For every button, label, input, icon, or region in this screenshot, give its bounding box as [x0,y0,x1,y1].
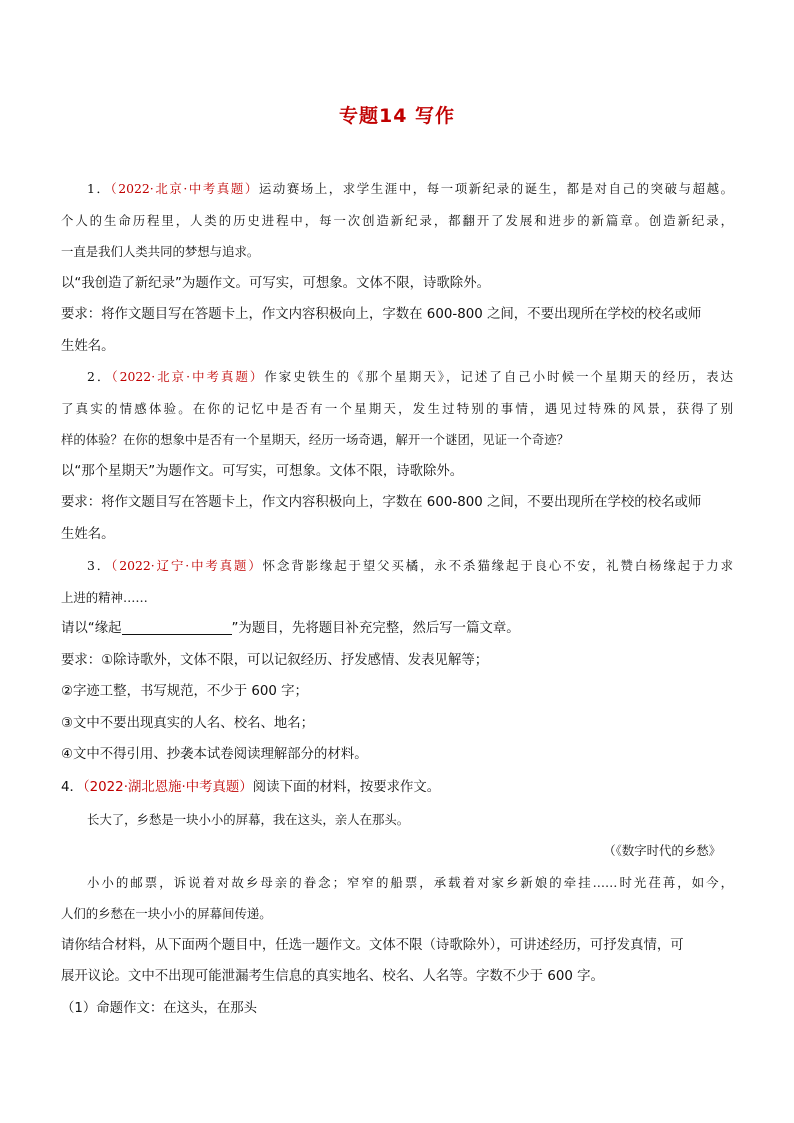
q2-prompt: 以“那个星期天”为题作文。可写实，可想象。文体不限，诗歌除外。 [61,463,464,479]
q3-line-1 [61,550,733,582]
q3-prompt [61,613,733,645]
q2-line-3: 样的体验？在你的想象中是否有一个星期天，经历一场奇遇，解开一个谜团，见证一个奇迹？ [61,432,570,447]
q2-source: （2022·北京·中考真题） [111,369,265,384]
q1-line-2: 个人的生命历程里，人类的历史进程中，每一次创造新纪录，都翻开了发展和进步的新篇章。创造新纪录， [61,212,733,228]
q3-text-1: 怀念背影缘起于望父买橘，永不杀猫缘起于良心不安，礼赞白杨缘起于力求 [262,558,733,573]
q2-line-2: 了真实的情感体验。在你的记忆中是否有一个星期天，发生过特别的事情，遇见过特殊的风景，获得了别 [61,400,733,416]
q3-requirement-2: ②字迹工整，书写规范，不少于 600 字； [61,684,308,699]
q4-requirement-1: 请你结合材料，从下面两个题目中，任选一题作文。文体不限（诗歌除外），可讲述经历，可抒发真情，可 [61,937,684,953]
q4-material-1: 小小的邮票，诉说着对故乡母亲的眷念；窄窄的船票，承载着对家乡新娘的牵挂……时光荏苒，如今， [87,874,733,890]
q1-requirement-2: 生姓名。 [61,338,115,354]
q2-requirement-2: 生姓名。 [61,526,115,542]
question-1 [61,173,733,362]
q4-line-1 [61,772,733,804]
question-3 [61,550,733,771]
q3-prompt-post: ”为题目，先将题目补充完整，然后写一篇文章。 [231,621,520,636]
q2-requirement-1: 要求：将作文题目写在答题卡上，作文内容积极向上，字数在 600-800 之间，不要出现所在学校的校名或师 [61,495,702,510]
question-4 [61,772,733,1024]
q4-requirement-2: 展开议论。文中不出现可能泄漏考生信息的真实地名、校名、人名等。字数不少于 600 字。 [61,969,604,984]
q3-requirement-1: 要求：①除诗歌外，文体不限，可以记叙经历、抒发感情、发表见解等； [61,652,489,668]
q4-number: 4． [61,780,83,795]
q3-title-blank [122,620,232,635]
q2-number: 2． [87,369,112,384]
q3-prompt-pre: 请以“缘起 [61,621,122,636]
q3-source: （2022·辽宁·中考真题） [111,558,263,573]
q3-number: 3． [87,558,112,573]
q4-quote-source: （《数字时代的乡愁》 [603,843,721,858]
q1-line-1 [61,173,733,205]
q2-line-1 [61,361,733,393]
q4-option-1: （1）命题作文：在这头，在那头 [61,1000,257,1016]
page-title: 专题14 写作 [338,105,456,127]
q4-quote: 长大了，乡愁是一块小小的屏幕，我在这头，亲人在那头。 [87,811,410,827]
q2-text-1: 作家史铁生的《那个星期天》，记述了自己小时候一个星期天的经历，表达 [264,369,733,384]
q1-source: （2022·北京·中考真题） [110,181,259,196]
q4-source: （2022·湖北恩施·中考真题） [82,780,253,795]
q3-requirement-4: ④文中不得引用、抄袭本试卷阅读理解部分的材料。 [61,747,368,762]
q1-text-1: 运动赛场上，求学生涯中，每一项新纪录的诞生，都是对自己的突破与超越。 [258,181,733,196]
q3-line-2: 上进的精神…… [61,589,148,605]
q4-intro: 阅读下面的材料，按要求作文。 [252,780,441,795]
q1-line-3: 一直是我们人类共同的梦想与追求。 [61,244,260,259]
q1-number: 1． [87,181,111,196]
q1-requirement-1: 要求：将作文题目写在答题卡上，作文内容积极向上，字数在 600-800 之间，不要出现所在学校的校名或师 [61,307,702,322]
question-2 [61,361,733,550]
q4-material-2: 人们的乡愁在一块小小的屏幕间传递。 [61,906,272,921]
q3-requirement-3: ③文中不要出现真实的人名、校名、地名； [61,715,315,731]
q1-prompt: 以“我创造了新纪录”为题作文。可写实，可想象。文体不限，诗歌除外。 [61,275,490,291]
